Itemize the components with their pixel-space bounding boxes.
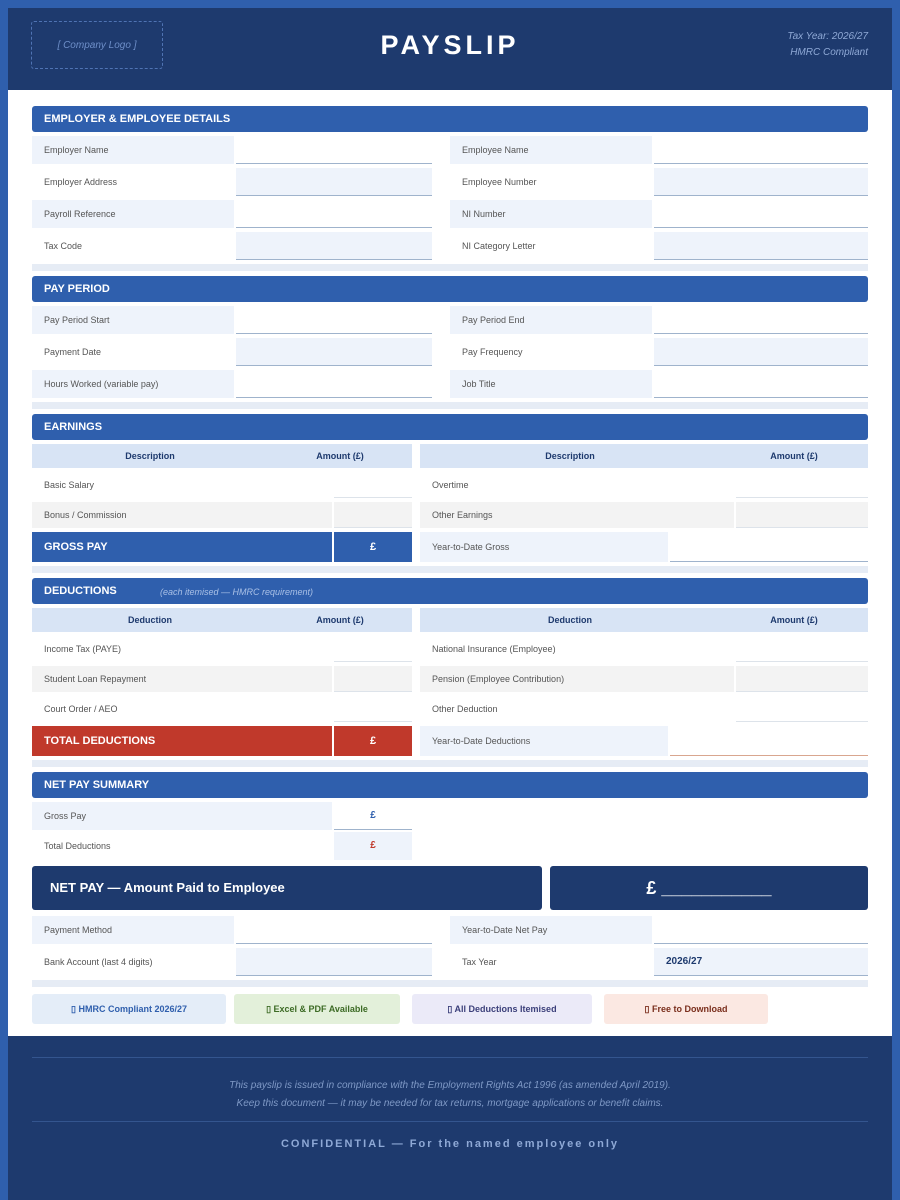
footer-keep-text: Keep this document — it may be needed for tax returns, mortgage applications or benefit claims. [236, 1098, 664, 1109]
tax-year-input[interactable]: 2026/27 [654, 948, 868, 976]
earnings-row-label: Overtime [420, 472, 734, 498]
ytd-net-pay-input[interactable] [654, 916, 868, 944]
section-earnings-heading: EARNINGS [32, 414, 868, 440]
deduction-row-label: Other Deduction [420, 696, 734, 722]
pension-amount-input[interactable] [736, 666, 868, 692]
other-deduction-amount-input[interactable] [736, 696, 868, 722]
footer [8, 1036, 892, 1200]
employee-number-input[interactable] [654, 168, 868, 196]
section-divider [32, 264, 868, 271]
field-label: Payment Method [32, 916, 234, 944]
income-tax-amount-input[interactable] [334, 636, 412, 662]
pay-frequency-input[interactable] [654, 338, 868, 366]
total-deductions-amount[interactable]: £ [334, 726, 412, 756]
deduction-row-label: Student Loan Repayment [32, 666, 332, 692]
net-summary-deductions-value[interactable]: £ [334, 832, 412, 860]
field-label: Employer Address [32, 168, 234, 196]
tax-meta [787, 29, 868, 61]
employer-address-input[interactable] [236, 168, 432, 196]
column-header-amount: Amount (£) [268, 444, 412, 468]
column-header-description: Description [32, 444, 268, 468]
column-header-description: Description [420, 444, 720, 468]
field-label: Tax Code [32, 232, 234, 260]
court-order-amount-input[interactable] [334, 696, 412, 722]
pay-period-start-input[interactable] [236, 306, 432, 334]
deduction-row-label: Income Tax (PAYE) [32, 636, 332, 662]
field-label: Job Title [450, 370, 652, 398]
badge-free-download: ▯ Free to Download [604, 994, 768, 1024]
tax-year-line: Tax Year: 2026/27 [787, 31, 868, 42]
job-title-input[interactable] [654, 370, 868, 398]
field-label: Tax Year [450, 948, 652, 976]
ytd-gross-input[interactable] [670, 532, 868, 562]
confidential-notice: CONFIDENTIAL — For the named employee only [280, 1138, 620, 1150]
total-deductions-label: TOTAL DEDUCTIONS [32, 726, 332, 756]
net-summary-gross-value[interactable]: £ [334, 802, 412, 830]
ytd-deductions-input[interactable] [670, 726, 868, 756]
deductions-note: (each itemised — HMRC requirement) [160, 587, 314, 597]
ni-category-input[interactable] [654, 232, 868, 260]
pay-period-end-input[interactable] [654, 306, 868, 334]
payroll-reference-input[interactable] [236, 200, 432, 228]
field-label: Payroll Reference [32, 200, 234, 228]
payment-method-input[interactable] [236, 916, 432, 944]
section-period-heading: PAY PERIOD [32, 276, 868, 302]
column-header-amount: Amount (£) [720, 444, 868, 468]
payslip-page [8, 8, 892, 1200]
earnings-row-label: Bonus / Commission [32, 502, 332, 528]
bank-account-input[interactable] [236, 948, 432, 976]
student-loan-amount-input[interactable] [334, 666, 412, 692]
badge-deductions-itemised: ▯ All Deductions Itemised [412, 994, 592, 1024]
section-divider [32, 980, 868, 987]
column-header-amount: Amount (£) [720, 608, 868, 632]
page-title: PAYSLIP [380, 30, 520, 60]
compliance-line: HMRC Compliant [790, 47, 868, 58]
section-divider [32, 566, 868, 573]
field-label: Employee Number [450, 168, 652, 196]
field-label: Employer Name [32, 136, 234, 164]
other-earnings-amount-input[interactable] [736, 502, 868, 528]
field-label: Gross Pay [32, 802, 332, 830]
bonus-amount-input[interactable] [334, 502, 412, 528]
section-divider [32, 402, 868, 409]
field-label: Year-to-Date Deductions [420, 726, 668, 756]
section-details-heading: EMPLOYER & EMPLOYEE DETAILS [32, 106, 868, 132]
section-deductions-heading [32, 578, 868, 604]
badge-hmrc-compliant: ▯ HMRC Compliant 2026/27 [32, 994, 226, 1024]
field-label: Payment Date [32, 338, 234, 366]
basic-salary-amount-input[interactable] [334, 472, 412, 498]
field-label: NI Number [450, 200, 652, 228]
hours-worked-input[interactable] [236, 370, 432, 398]
payment-date-input[interactable] [236, 338, 432, 366]
field-label: Year-to-Date Net Pay [450, 916, 652, 944]
employer-name-input[interactable] [236, 136, 432, 164]
gross-pay-amount[interactable]: £ [334, 532, 412, 562]
field-label: NI Category Letter [450, 232, 652, 260]
earnings-row-label: Basic Salary [32, 472, 332, 498]
column-header-deduction: Deduction [32, 608, 268, 632]
employee-name-input[interactable] [654, 136, 868, 164]
field-label: Employee Name [450, 136, 652, 164]
deduction-row-label: National Insurance (Employee) [420, 636, 734, 662]
company-logo-placeholder[interactable]: [ Company Logo ] [31, 21, 163, 69]
section-divider [32, 760, 868, 767]
overtime-amount-input[interactable] [736, 472, 868, 498]
national-insurance-amount-input[interactable] [736, 636, 868, 662]
field-label: Pay Period Start [32, 306, 234, 334]
net-pay-bar: NET PAY — Amount Paid to Employee [32, 866, 542, 910]
footer-compliance-text: This payslip is issued in compliance with the Employment Rights Act 1996 (as amended April 2019). [229, 1080, 671, 1091]
net-pay-amount-input[interactable]: £ ___________ [550, 866, 868, 910]
field-label: Total Deductions [32, 832, 332, 860]
field-label: Year-to-Date Gross [420, 532, 668, 562]
deductions-heading-text: DEDUCTIONS [44, 585, 117, 597]
section-net-pay-heading: NET PAY SUMMARY [32, 772, 868, 798]
column-header-deduction: Deduction [420, 608, 720, 632]
gross-pay-label: GROSS PAY [32, 532, 332, 562]
ni-number-input[interactable] [654, 200, 868, 228]
footer-divider [32, 1121, 868, 1122]
field-label: Bank Account (last 4 digits) [32, 948, 234, 976]
field-label: Hours Worked (variable pay) [32, 370, 234, 398]
column-header-amount: Amount (£) [268, 608, 412, 632]
badge-excel-pdf: ▯ Excel & PDF Available [234, 994, 400, 1024]
field-label: Pay Frequency [450, 338, 652, 366]
deduction-row-label: Pension (Employee Contribution) [420, 666, 734, 692]
header [8, 8, 892, 90]
footer-divider [32, 1057, 868, 1058]
tax-code-input[interactable] [236, 232, 432, 260]
earnings-row-label: Other Earnings [420, 502, 734, 528]
deduction-row-label: Court Order / AEO [32, 696, 332, 722]
field-label: Pay Period End [450, 306, 652, 334]
